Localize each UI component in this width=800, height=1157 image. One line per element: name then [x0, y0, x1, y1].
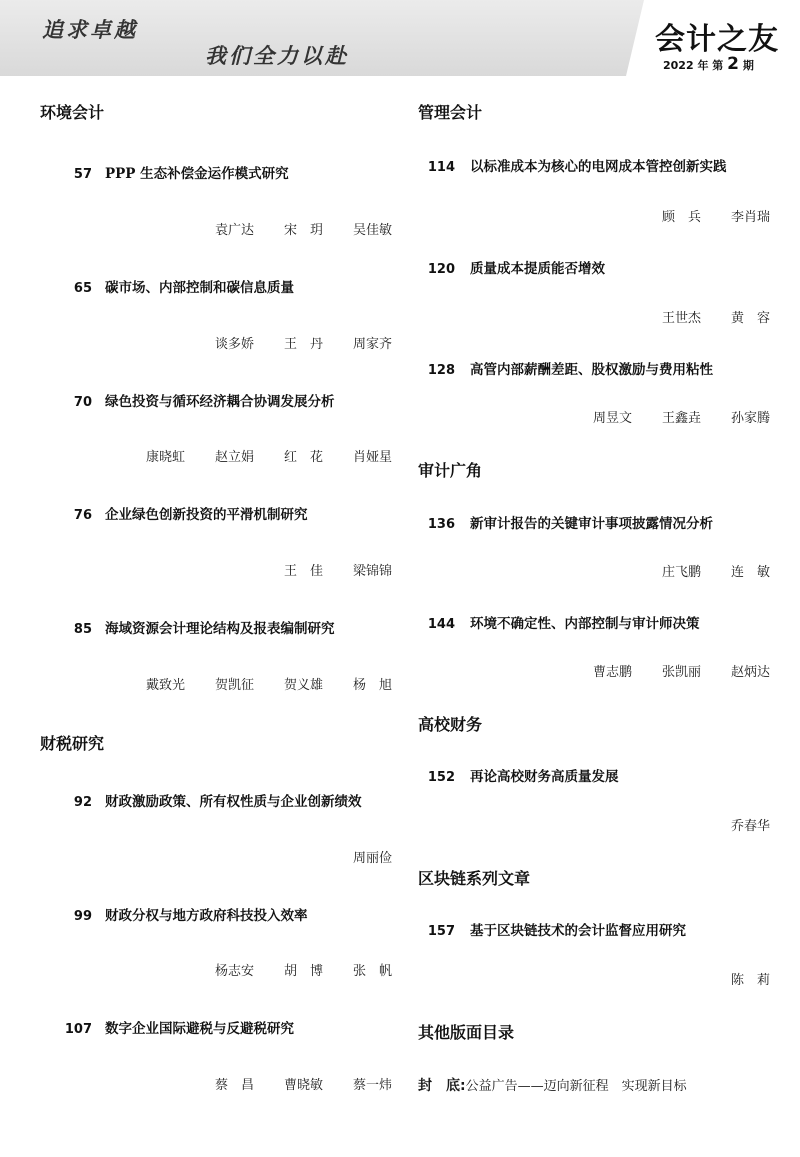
back-cover-label: 封 底:: [418, 1078, 466, 1094]
article-title-text: 财政激励政策、所有权性质与企业创新绩效: [105, 794, 362, 810]
page-number: 76: [73, 508, 92, 523]
author: 乔春华: [730, 819, 770, 834]
author: 康晓虹: [145, 450, 185, 465]
article-title-text: 再论高校财务高质量发展: [470, 769, 619, 785]
section-title-qita: 其他版面目录: [418, 1023, 515, 1042]
article-authors: [323, 847, 392, 866]
author: 黄 容: [730, 311, 770, 326]
author: 孙家腾: [730, 411, 770, 426]
author: 袁广达: [214, 223, 254, 238]
author: 红 花: [283, 450, 323, 465]
author: 张凯丽: [661, 665, 701, 680]
author: 肖娅星: [352, 450, 392, 465]
page-number: 157: [427, 924, 455, 939]
article-title[interactable]: [418, 358, 713, 378]
article-title[interactable]: [418, 765, 619, 785]
page-number: 128: [427, 363, 455, 378]
article-authors: [185, 333, 392, 352]
author: 周家齐: [352, 337, 392, 352]
author: 曹晓敏: [283, 1078, 323, 1093]
magazine-title: 会计之友: [655, 22, 779, 57]
author: 蔡 昌: [214, 1078, 254, 1093]
article-title-text: 财政分权与地方政府科技投入效率: [105, 908, 308, 924]
article-title-text: 数字企业国际避税与反避税研究: [105, 1021, 294, 1037]
author: 曹志鹏: [592, 665, 632, 680]
article-title[interactable]: [418, 512, 713, 532]
page-number: 144: [427, 617, 455, 632]
page-number: 99: [73, 909, 92, 924]
article-title-text: 海域资源会计理论结构及报表编制研究: [105, 621, 335, 637]
page-number: 92: [73, 795, 92, 810]
author: 王 丹: [283, 337, 323, 352]
article-authors: [632, 307, 770, 326]
article-title-text: 高管内部薪酬差距、股权激励与费用粘性: [470, 362, 713, 378]
section-title-gaoxiao: 高校财务: [418, 715, 483, 734]
author: 周丽俭: [352, 851, 392, 866]
article-title[interactable]: [40, 790, 362, 810]
page-number: 70: [73, 395, 92, 410]
section-title-huanjing: 环境会计: [40, 103, 105, 122]
article-authors: [116, 674, 392, 693]
article-authors: [254, 560, 392, 579]
page-number: 57: [73, 167, 92, 182]
issue-info: [663, 54, 754, 74]
section-title-guanli: 管理会计: [418, 103, 483, 122]
article-title[interactable]: [418, 612, 700, 632]
author: 庄飞鹏: [661, 565, 701, 580]
section-title-shenji: 审计广角: [418, 461, 483, 480]
article-title[interactable]: [40, 904, 308, 924]
article-title-text: 新审计报告的关键审计事项披露情况分析: [470, 516, 713, 532]
article-title-text: 环境不确定性、内部控制与审计师决策: [470, 616, 700, 632]
author: 赵炳达: [730, 665, 770, 680]
page-number: 120: [427, 262, 455, 277]
author: 谈多娇: [214, 337, 254, 352]
author: 梁锦锦: [352, 564, 392, 579]
article-authors: [185, 960, 392, 979]
article-title[interactable]: [40, 617, 335, 637]
author: 张 帆: [352, 964, 392, 979]
article-title[interactable]: [418, 919, 686, 939]
article-authors: [116, 446, 392, 465]
page-number: 152: [427, 770, 455, 785]
article-title-text: 碳市场、内部控制和碳信息质量: [105, 280, 294, 296]
article-title[interactable]: [40, 503, 308, 523]
section-title-caishui: 财税研究: [40, 734, 105, 753]
article-authors: [563, 661, 770, 680]
article-authors: [632, 561, 770, 580]
issue-number: 2: [727, 54, 739, 74]
author: 杨志安: [214, 964, 254, 979]
author: 蔡一炜: [352, 1078, 392, 1093]
article-authors: [185, 219, 392, 238]
page-number: 107: [64, 1022, 92, 1037]
author: 李肖瑞: [730, 210, 770, 225]
issue-suffix: 期: [742, 59, 754, 72]
author: 周昱文: [592, 411, 632, 426]
article-title[interactable]: [40, 390, 335, 410]
article-authors: [701, 969, 770, 988]
article-authors: [632, 206, 770, 225]
article-title-text: 基于区块链技术的会计监督应用研究: [470, 923, 686, 939]
article-title-text: 企业绿色创新投资的平滑机制研究: [105, 507, 308, 523]
author: 王 佳: [283, 564, 323, 579]
article-title[interactable]: [40, 1017, 294, 1037]
article-authors: [701, 815, 770, 834]
article-title-text: 质量成本提质能否增效: [470, 261, 605, 277]
author: 王世杰: [661, 311, 701, 326]
author: 杨 旭: [352, 678, 392, 693]
back-cover-entry[interactable]: [418, 1075, 687, 1095]
article-title[interactable]: [40, 276, 294, 296]
author: 戴致光: [145, 678, 185, 693]
author: 胡 博: [283, 964, 323, 979]
issue-year: 2022 年 第: [663, 59, 724, 72]
article-title[interactable]: [418, 257, 605, 277]
author: 贺凯征: [214, 678, 254, 693]
page-number: 85: [73, 622, 92, 637]
article-authors: [563, 407, 770, 426]
section-title-qukuailian: 区块链系列文章: [418, 869, 531, 888]
article-authors: [185, 1074, 392, 1093]
author: 王鑫垚: [661, 411, 701, 426]
author: 吴佳敏: [352, 223, 392, 238]
back-cover-text: 公益广告——迈向新征程 实现新目标: [465, 1079, 687, 1094]
article-title-text: PPP 生态补偿金运作模式研究: [105, 166, 289, 182]
slogan-line1: 追求卓越: [42, 18, 138, 42]
slogan-line2: 我们全力以赴: [205, 44, 349, 68]
author: 赵立娟: [214, 450, 254, 465]
page-number: 65: [73, 281, 92, 296]
article-title[interactable]: [418, 155, 727, 175]
page-number: 114: [427, 160, 455, 175]
page-number: 136: [427, 517, 455, 532]
author: 顾 兵: [661, 210, 701, 225]
author: 陈 莉: [730, 973, 770, 988]
article-title-text: 以标准成本为核心的电网成本管控创新实践: [470, 159, 727, 175]
article-title[interactable]: [40, 162, 289, 182]
author: 连 敏: [730, 565, 770, 580]
article-title-text: 绿色投资与循环经济耦合协调发展分析: [105, 394, 335, 410]
author: 贺义雄: [283, 678, 323, 693]
author: 宋 玥: [283, 223, 323, 238]
